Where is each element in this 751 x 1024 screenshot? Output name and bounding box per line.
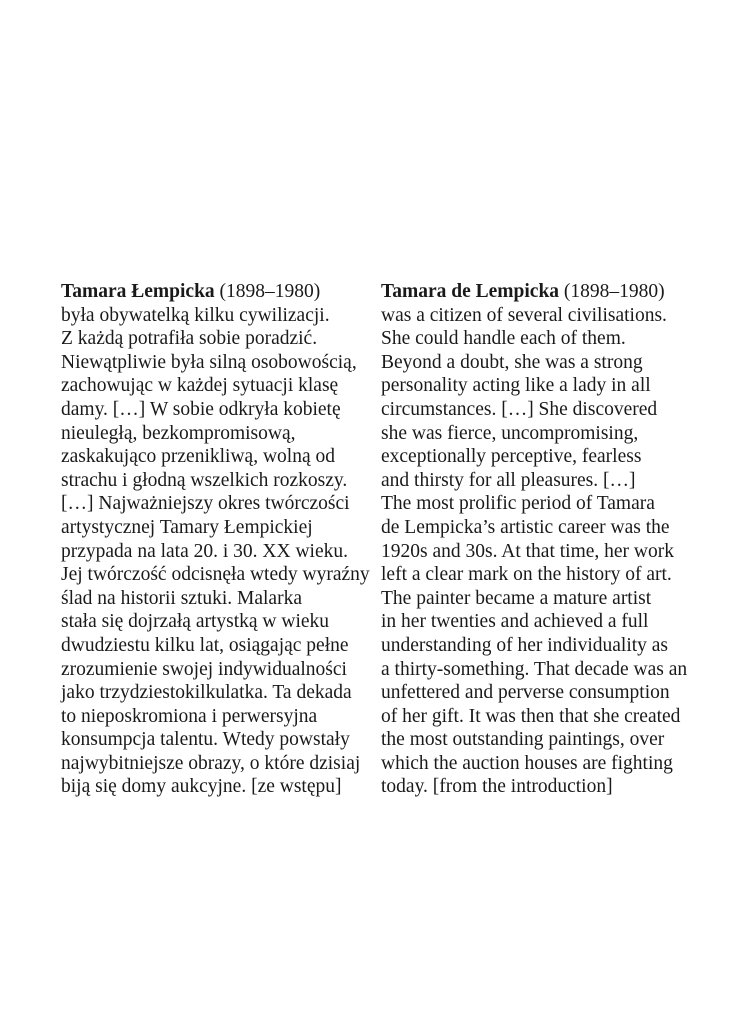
text-line: personality acting like a lady in all	[381, 375, 651, 397]
text-line: zrozumienie swojej indywidualności	[61, 658, 347, 680]
text-line: unfettered and perverse consumption	[381, 682, 670, 704]
text-line: was a citizen of several civilisations.	[381, 304, 667, 326]
text-line: dwudziestu kilku lat, osiągając pełne	[61, 634, 349, 656]
text-line: The most prolific period of Tamara	[381, 493, 655, 515]
text-line: […] Najważniejszy okres twórczości	[61, 493, 350, 515]
text-line: 1920s and 30s. At that time, her work	[381, 540, 675, 562]
text-line: which the auction houses are fighting	[381, 752, 673, 774]
text-line: understanding of her individuality as	[381, 634, 669, 656]
text-line: de Lempicka’s artistic career was the	[381, 516, 670, 538]
polish-heading-line	[61, 280, 370, 304]
text-line: of her gift. It was then that she created	[381, 705, 681, 727]
text-line: stała się dojrzałą artystką w wieku	[61, 611, 330, 633]
text-line: artystycznej Tamary Łempickiej	[61, 516, 313, 538]
text-line: exceptionally perceptive, fearless	[381, 446, 642, 468]
text-line: ślad na historii sztuki. Malarka	[61, 587, 302, 609]
text-line: circumstances. […] She discovered	[381, 398, 658, 420]
polish-text-column	[61, 280, 370, 799]
text-line: today. [from the introduction]	[381, 776, 613, 798]
text-line: Niewątpliwie była silną osobowością,	[61, 351, 357, 373]
text-line: left a clear mark on the history of art.	[381, 564, 672, 586]
text-line: and thirsty for all pleasures. […]	[381, 469, 636, 491]
text-line: strachu i głodną wszelkich rozkoszy.	[61, 469, 348, 491]
text-line: damy. […] W sobie odkryła kobietę	[61, 398, 341, 420]
text-line: zaskakująco przenikliwą, wolną od	[61, 446, 335, 468]
english-heading-line	[381, 280, 687, 304]
polish-artist-dates: (1898–1980)	[214, 281, 321, 302]
text-line: najwybitniejsze obrazy, o które dzisiaj	[61, 752, 361, 774]
text-line: The painter became a mature artist	[381, 587, 652, 609]
text-line: była obywatelką kilku cywilizacji.	[61, 304, 330, 326]
english-artist-dates: (1898–1980)	[559, 281, 665, 302]
text-line: konsumpcja talentu. Wtedy powstały	[61, 729, 350, 751]
text-line: Beyond a doubt, she was a strong	[381, 351, 643, 373]
text-line: She could handle each of them.	[381, 328, 626, 350]
text-line: to nieposkromiona i perwersyjna	[61, 705, 318, 727]
text-line: biją się domy aukcyjne. [ze wstępu]	[61, 776, 342, 798]
text-line: Z każdą potrafiła sobie poradzić.	[61, 328, 318, 350]
text-line: a thirty-something. That decade was an	[381, 658, 688, 680]
text-line: she was fierce, uncompromising,	[381, 422, 639, 444]
text-line: jako trzydziestokilkulatka. Ta dekada	[61, 682, 352, 704]
text-line: nieuległą, bezkompromisową,	[61, 422, 296, 444]
text-line: zachowując w każdej sytuacji klasę	[61, 375, 339, 397]
text-line: przypada na lata 20. i 30. XX wieku.	[61, 540, 348, 562]
text-line: Jej twórczość odcisnęła wtedy wyraźny	[61, 564, 370, 586]
polish-artist-name: Tamara Łempicka	[61, 281, 215, 302]
english-artist-name: Tamara de Lempicka	[381, 281, 560, 302]
text-line: in her twenties and achieved a full	[381, 611, 649, 633]
english-text-column	[381, 280, 687, 799]
text-line: the most outstanding paintings, over	[381, 729, 665, 751]
